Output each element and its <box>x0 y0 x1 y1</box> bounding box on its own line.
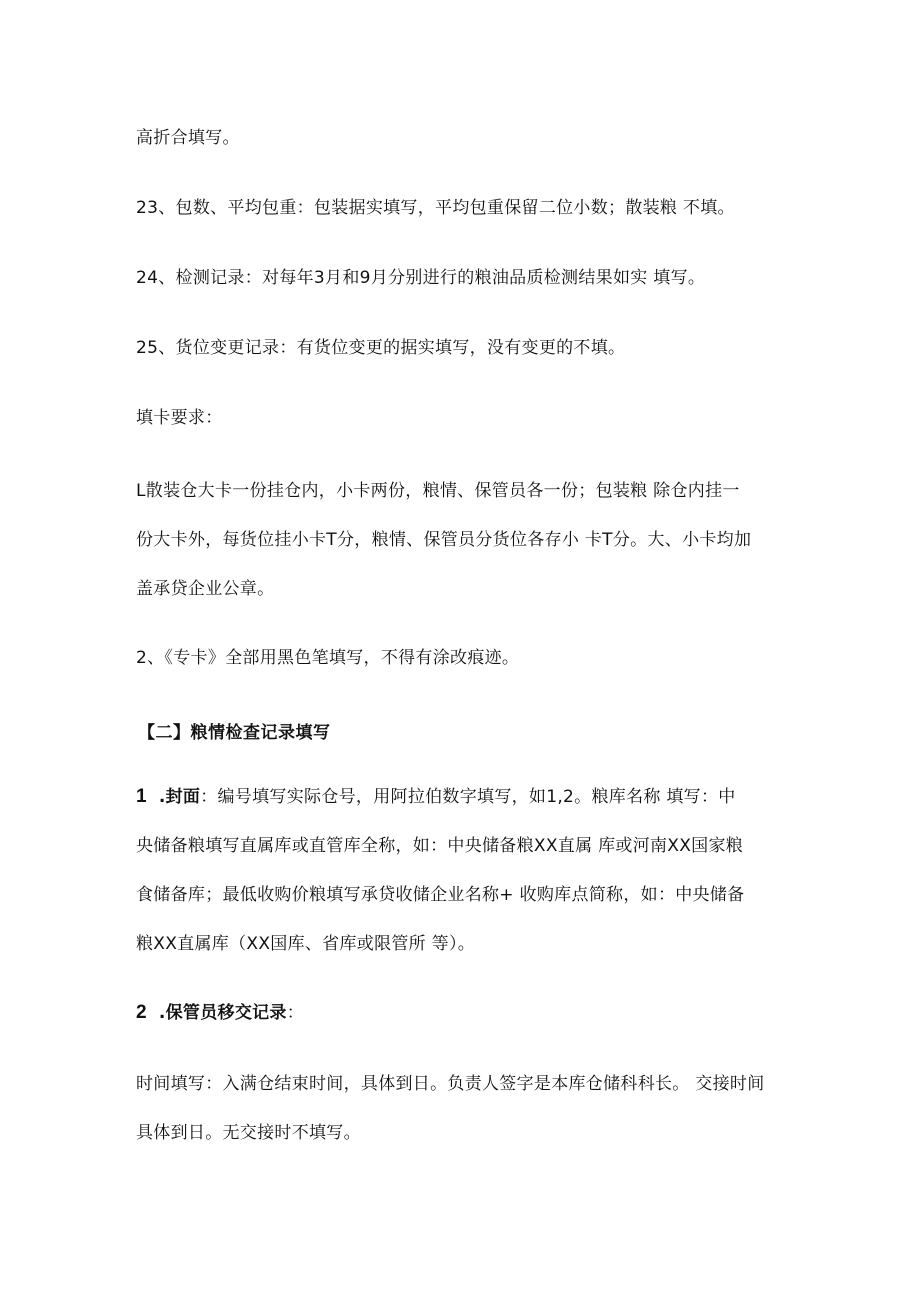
item-number: 2 <box>136 1002 147 1023</box>
item-number: 1 <box>136 786 147 807</box>
item-title: .保管员移交记录 <box>158 1003 287 1023</box>
requirements-label: 填卡要求： <box>136 408 223 428</box>
section-heading: 【二】粮情检查记录填写 <box>138 723 331 743</box>
text-line: 粮XX直属库（XX国库、省库或限管所 等）。 <box>136 934 476 954</box>
item-title: .封面 <box>158 787 201 807</box>
text-line-item-23: 23、包数、平均包重：包装据实填写，平均包重保留二位小数；散装粮 不填。 <box>136 198 735 218</box>
text-line: 具体到日。无交接时不填写。 <box>136 1123 361 1143</box>
text-line-item-25: 25、货位变更记录：有货位变更的据实填写，没有变更的不填。 <box>136 338 626 358</box>
text-line: L散装仓大卡一份挂仓内，小卡两份，粮情、保管员各一份；包装粮 除仓内挂一 <box>136 481 740 501</box>
item-1-line <box>136 787 736 807</box>
text-line: 时间填写：入满仓结束时间，具体到日。负责人签字是本库仓储科科长。 交接时间 <box>136 1074 765 1094</box>
text-line: 2、《专卡》全部用黑色笔填写，不得有涂改痕迹。 <box>136 648 520 668</box>
text-line: 食储备库；最低收购价粮填写承贷收储企业名称+ 收购库点简称，如：中央储备 <box>136 885 745 905</box>
text-line: 央储备粮填写直属库或直管库全称，如：中央储备粮XX直属 库或河南XX国家粮 <box>136 836 744 856</box>
item-2-line <box>136 1003 304 1023</box>
text-line: 份大卡外，每货位挂小卡T分，粮情、保管员分货位各存小 卡T分。大、小卡均加 <box>136 530 752 550</box>
text-line: 高折合填写。 <box>136 128 240 148</box>
item-colon: ： <box>286 1003 305 1023</box>
item-text: ：编号填写实际仓号，用阿拉伯数字填写，如1,2。粮库名称 填写：中 <box>200 787 736 807</box>
text-line-item-24: 24、检测记录：对每年3月和9月分别进行的粮油品质检测结果如实 填写。 <box>136 268 706 288</box>
text-line: 盖承贷企业公章。 <box>136 579 275 599</box>
